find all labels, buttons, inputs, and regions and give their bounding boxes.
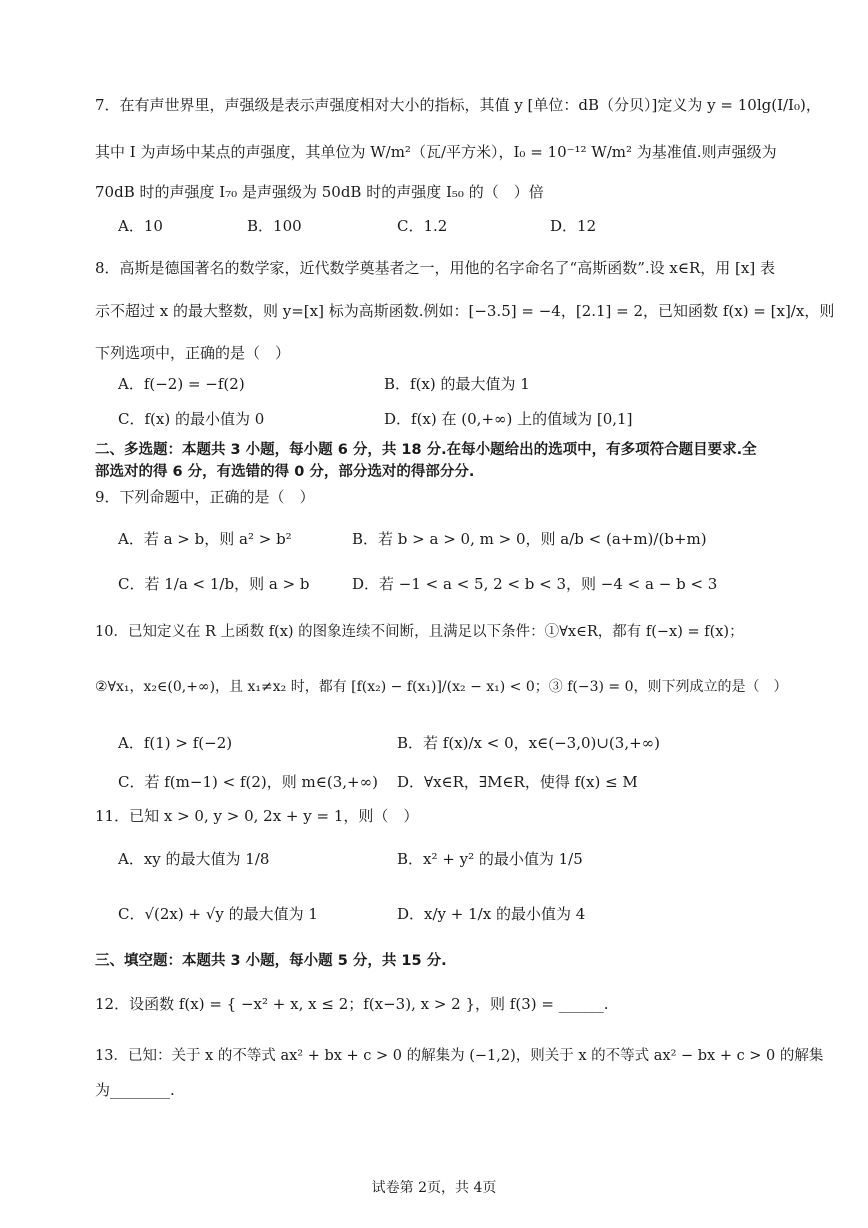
q7-line-3: 70dB 时的声强度 I₇₀ 是声强级为 50dB 时的声强度 I₅₀ 的（ ）倍: [95, 183, 544, 201]
section-3-heading: 三、填空题：本题共 3 小题，每小题 5 分，共 15 分.: [95, 953, 447, 969]
q11-option-b: B．x² + y² 的最小值为 1/5: [397, 850, 583, 868]
q13-line-2: 为________.: [95, 1081, 175, 1099]
q8-line-1: 8．高斯是德国著名的数学家，近代数学奠基者之一，用他的名字命名了“高斯函数”.设 x∈R，用 [x] 表: [95, 259, 775, 277]
q13-line-1: 13．已知：关于 x 的不等式 ax² + bx + c > 0 的解集为 (−1,2)，则关于 x 的不等式 ax² − bx + c > 0 的解集: [95, 1048, 824, 1064]
q10-option-d: D．∀x∈R，∃M∈R，使得 f(x) ≤ M: [397, 773, 638, 791]
q8-line-3: 下列选项中，正确的是（ ）: [95, 344, 291, 362]
q7-option-c: C．1.2: [397, 217, 448, 235]
q8-option-c: C．f(x) 的最小值为 0: [118, 410, 265, 428]
q8-option-b: B．f(x) 的最大值为 1: [384, 375, 530, 393]
q9-option-d: D．若 −1 < a < 5, 2 < b < 3，则 −4 < a − b < 3: [352, 575, 718, 593]
q11-option-a: A．xy 的最大值为 1/8: [118, 850, 270, 868]
q7-option-d: D．12: [550, 217, 597, 235]
q8-option-a: A．f(−2) = −f(2): [118, 375, 245, 393]
page-footer: 试卷第 2页，共 4页: [371, 1180, 497, 1196]
q9-option-c: C．若 1/a < 1/b，则 a > b: [118, 575, 310, 593]
q9-option-b: B．若 b > a > 0, m > 0，则 a/b < (a+m)/(b+m): [352, 530, 707, 548]
q10-line-2: ②∀x₁，x₂∈(0,+∞)，且 x₁≠x₂ 时，都有 [f(x₂) − f(x₁)]/(x₂ − x₁) < 0；③ f(−3) = 0，则下列成立的是（ ）: [95, 679, 788, 695]
q8-option-d: D．f(x) 在 (0,+∞) 上的值域为 [0,1]: [384, 410, 633, 428]
q11-option-c: C．√(2x) + √y 的最大值为 1: [118, 905, 318, 923]
q7-option-a: A．10: [118, 217, 163, 235]
q9-stem: 9．下列命题中，正确的是（ ）: [95, 488, 315, 506]
q12-text: 12．设函数 f(x) = { −x² + x, x ≤ 2；f(x−3), x > 2 }，则 f(3) = ______.: [95, 995, 609, 1013]
q10-line-1: 10．已知定义在 R 上函数 f(x) 的图象连续不间断，且满足以下条件：①∀x∈R，都有 f(−x) = f(x)；: [95, 624, 744, 640]
q11-option-d: D．x/y + 1/x 的最小值为 4: [397, 905, 586, 923]
q10-option-a: A．f(1) > f(−2): [118, 734, 233, 752]
section-2-heading-line-2: 部选对的得 6 分，有选错的得 0 分，部分选对的得部分分.: [95, 464, 475, 480]
q9-option-a: A．若 a > b，则 a² > b²: [118, 530, 292, 548]
q10-option-b: B．若 f(x)/x < 0，x∈(−3,0)∪(3,+∞): [397, 734, 661, 752]
q7-line-1: 7．在有声世界里，声强级是表示声强度相对大小的指标，其值 y [单位：dB（分贝）]定义为 y = 10lg(I/I₀)，: [95, 96, 821, 114]
q7-option-b: B．100: [247, 217, 302, 235]
section-2-heading-line-1: 二、多选题：本题共 3 小题，每小题 6 分，共 18 分.在每小题给出的选项中，有多项符合题目要求.全: [95, 442, 757, 458]
q7-line-2: 其中 I 为声场中某点的声强度，其单位为 W/m²（瓦/平方米），I₀ = 10⁻¹² W/m² 为基准值.则声强级为: [95, 143, 777, 161]
q11-stem: 11．已知 x > 0, y > 0, 2x + y = 1，则（ ）: [95, 807, 419, 825]
q8-line-2: 示不超过 x 的最大整数，则 y=[x] 标为高斯函数.例如：[−3.5] = −4，[2.1] = 2，已知函数 f(x) = [x]/x，则: [95, 302, 835, 320]
q10-option-c: C．若 f(m−1) < f(2)，则 m∈(3,+∞): [118, 773, 378, 791]
